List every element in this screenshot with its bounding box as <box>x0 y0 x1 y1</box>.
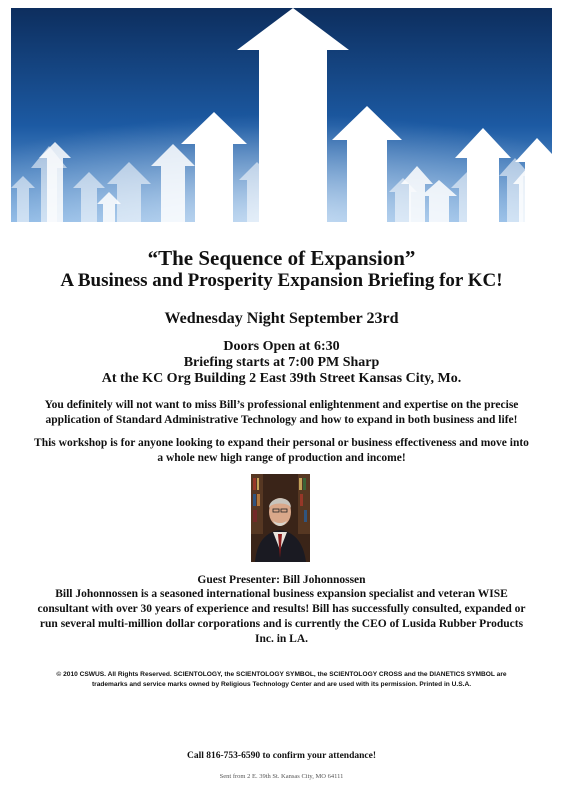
presenter-photo <box>251 474 310 562</box>
event-date: Wednesday Night September 23rd <box>164 310 399 327</box>
intro-paragraph: You definitely will not want to miss Bill’s professional enlightenment and expertise on the precise application of Standard Administrative Technology and how to expand in both business and life! <box>44 399 519 426</box>
audience-paragraph: This workshop is for anyone looking to expand their personal or business effectiveness and move into a whole new high range of production and income! <box>34 437 529 464</box>
legal-notice: © 2010 CSWUS. All Rights Reserved. SCIENTOLOGY, the SCIENTOLOGY SYMBOL, the SCIENTOLOGY CROSS and the DIANETICS SYMBOL are trademarks and service marks owned by Religious Technology Center and are used with its permission. Printed in U.S.A. <box>56 671 507 688</box>
rsvp-phone-line: Call 816-753-6590 to confirm your attendance! <box>186 751 376 761</box>
event-location: At the KC Org Building 2 East 39th Street Kansas City, Mo. <box>101 371 462 386</box>
presenter-portrait-icon <box>251 474 310 562</box>
presenter-bio: Bill Johonnossen is a seasoned international business expansion specialist and veteran WISE consultant with over 30 years of experience and results! Bill has successfully consulted, expanded or run several multi-million dollar corporations and is currently the CEO of Lusida Rubber Products Inc. in LA. <box>37 588 526 645</box>
hero-banner <box>11 8 552 222</box>
event-title: “The Sequence of Expansion” <box>147 246 416 270</box>
sender-address: Sent from 2 E. 39th St. Kansas City, MO 64111 <box>219 773 344 780</box>
rising-arrows-icon <box>11 8 552 222</box>
doors-open-time: Doors Open at 6:30 <box>223 339 340 354</box>
presenter-label: Guest Presenter: Bill Johonnossen <box>197 574 366 586</box>
event-subtitle: A Business and Prosperity Expansion Briefing for KC! <box>60 270 503 291</box>
briefing-start-time: Briefing starts at 7:00 PM Sharp <box>183 355 380 370</box>
